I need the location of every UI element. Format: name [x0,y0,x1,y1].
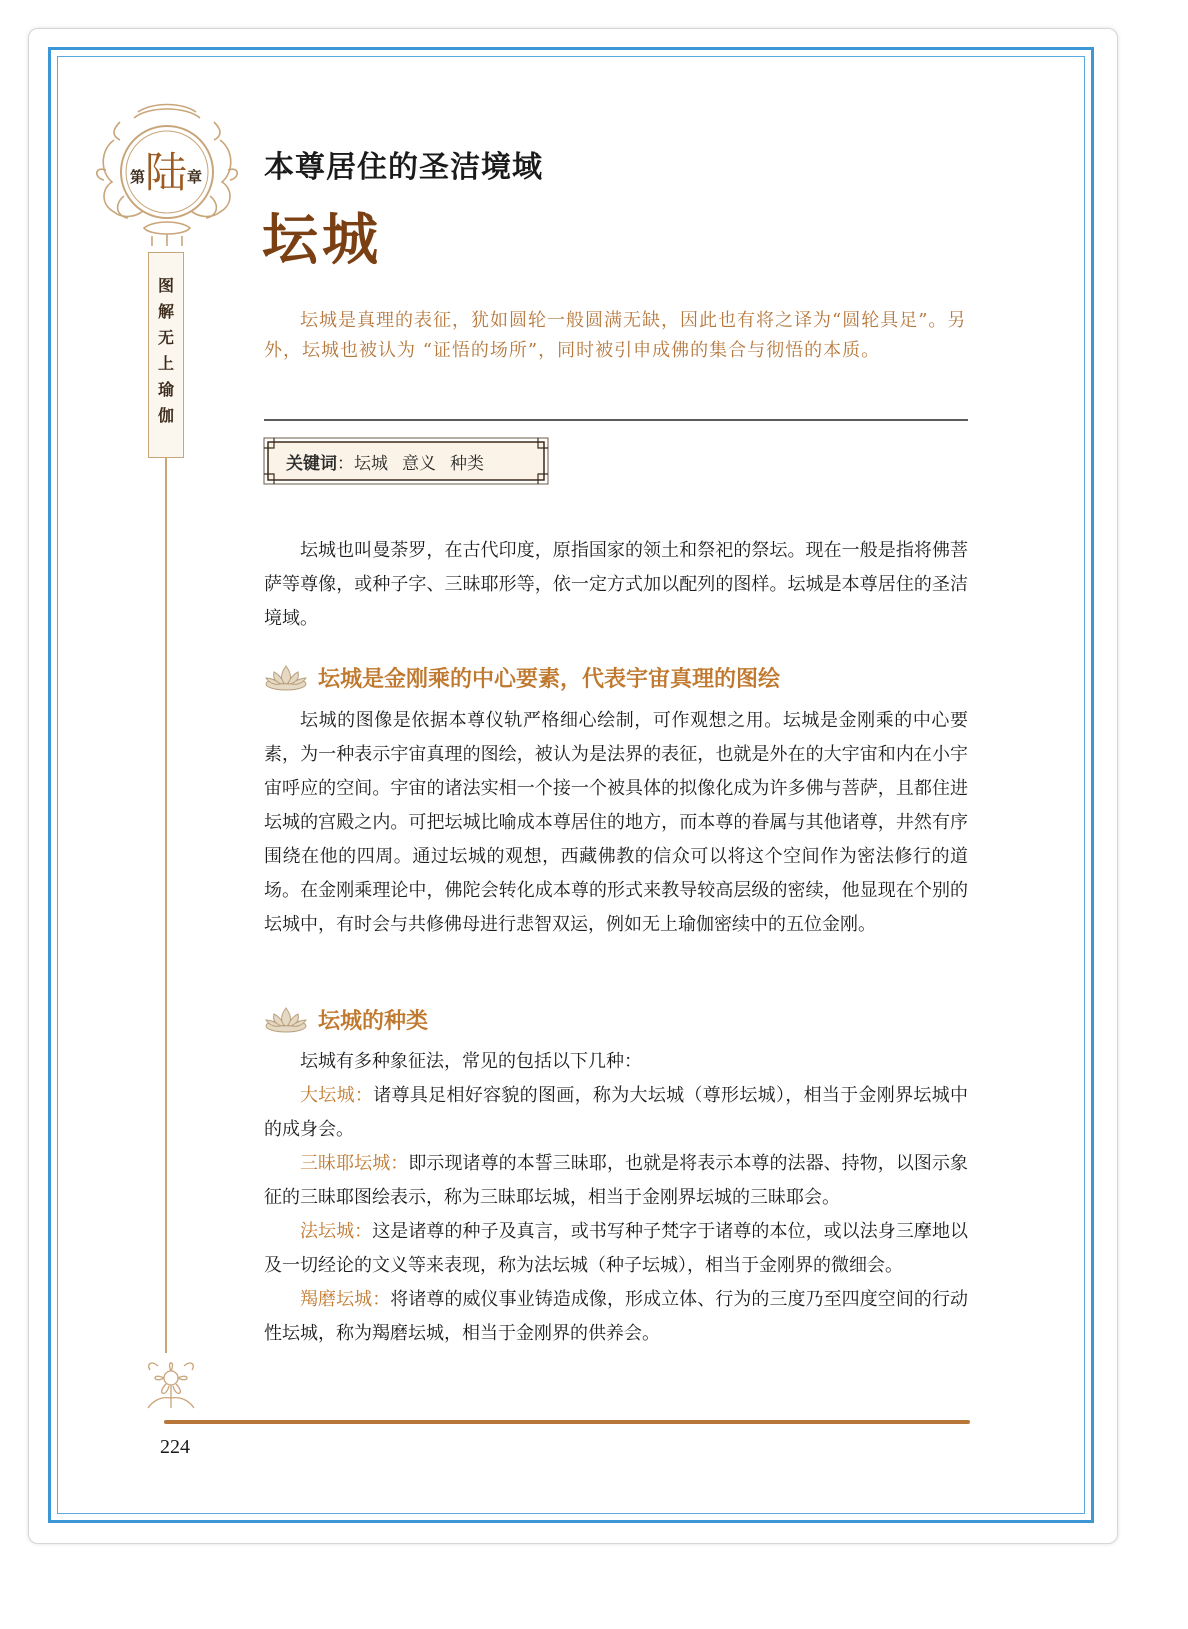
footer-rule [164,1420,970,1424]
divider [264,419,968,421]
lotus-icon [264,662,308,692]
side-tab-char: 伽 [157,406,174,425]
section-1-heading [264,660,780,694]
type-item [264,1079,968,1147]
type-item [264,1147,968,1215]
type-term: 羯磨坛城： [300,1289,391,1310]
section-2-title: 坛城的种类 [318,1008,429,1034]
paragraph-1-text: 坛城也叫曼荼罗，在古代印度，原指国家的领土和祭祀的祭坛。现在一般是指将佛菩萨等尊像，或种子字、三昧耶形等，依一定方式加以配列的图样。坛城是本尊居住的圣洁境域。 [264,540,968,629]
page-subtitle: 本尊居住的圣洁境域 [264,150,543,185]
type-item [264,1283,968,1351]
lotus-icon [264,1004,308,1034]
type-text: 这是诸尊的种子及真言，或书写种子梵字于诸尊的本位，或以法身三摩地以及一切经论的文义等来表现，称为法坛城（种子坛城），相当于金刚界的微细会。 [264,1221,969,1276]
type-text: 诸尊具足相好容貌的图画，称为大坛城（尊形坛城），相当于金刚界坛城中的成身会。 [264,1085,969,1140]
side-tab-char: 解 [157,302,174,321]
keywords-label: 关键词 [286,454,337,474]
side-vertical-line [165,458,167,1353]
keyword: 坛城 [354,454,388,474]
page-number: 224 [160,1436,190,1458]
type-text: 将诸尊的威仪事业铸造成像，形成立体、行为的三度乃至四度空间的行动性坛城，称为羯磨坛城，相当于金刚界的供养会。 [264,1289,969,1344]
section-2-body [264,1045,968,1351]
keywords [286,449,498,474]
type-term: 法坛城： [300,1221,373,1242]
section-1-title: 坛城是金刚乘的中心要素，代表宇宙真理的图绘 [318,666,781,692]
keyword: 种类 [450,454,484,474]
section-2-heading [264,1002,428,1036]
page-title: 坛城 [262,207,382,273]
keyword: 意义 [402,454,436,474]
side-tab [148,252,184,458]
intro-paragraph: 坛城是真理的表征，犹如圆轮一般圆满无缺，因此也有将之译为“圆轮具足”。另外，坛城也被认为 “证悟的场所”，同时被引申成佛的集合与彻悟的本质。 [264,310,967,361]
type-term: 三昧耶坛城： [300,1153,409,1174]
side-tab-char: 无 [157,328,174,347]
section-1-text: 坛城的图像是依据本尊仪轨严格细心绘制，可作观想之用。坛城是金刚乘的中心要素，为一种表示宇宙真理的图绘，被认为是法界的表征，也就是外在的大宇宙和内在小宇宙呼应的空间。宇宙的诸法实相一个接一个被具体的拟像化成为许多佛与菩萨，且都住进坛城的宫殿之内。可把坛城比喻成本尊居住的地方，而本尊的眷属与其他诸尊，井然有序围绕在他的四周。通过坛城的观想，西藏佛教的信众可以将这个空间作为密法修行的道场。在金刚乘理论中，佛陀会转化成本尊的形式来教导较高层级的密续，他显现在个别的坛城中，有时会与共修佛母进行悲智双运，例如无上瑜伽密续中的五位金刚。 [264,710,968,935]
paragraph-1 [264,534,968,636]
section-2-lead: 坛城有多种象征法，常见的包括以下几种： [300,1051,642,1072]
type-term: 大坛城： [300,1085,374,1106]
type-item [264,1215,968,1283]
side-tab-char: 上 [157,354,174,373]
chapter-suffix: 章 [187,168,203,186]
flower-ornament-icon [138,1352,204,1412]
keywords-colon: ： [337,454,354,474]
side-tab-char: 图 [157,276,174,295]
chapter-number: 陆 [145,148,188,197]
section-1-body [264,704,968,942]
type-text: 即示现诸尊的本誓三昧耶，也就是将表示本尊的法器、持物，以图示象征的三昧耶图绘表示，称为三昧耶坛城，相当于金刚界坛城的三昧耶会。 [264,1153,969,1208]
side-tab-char: 瑜 [157,380,174,399]
chapter-prefix: 第 [130,168,146,186]
